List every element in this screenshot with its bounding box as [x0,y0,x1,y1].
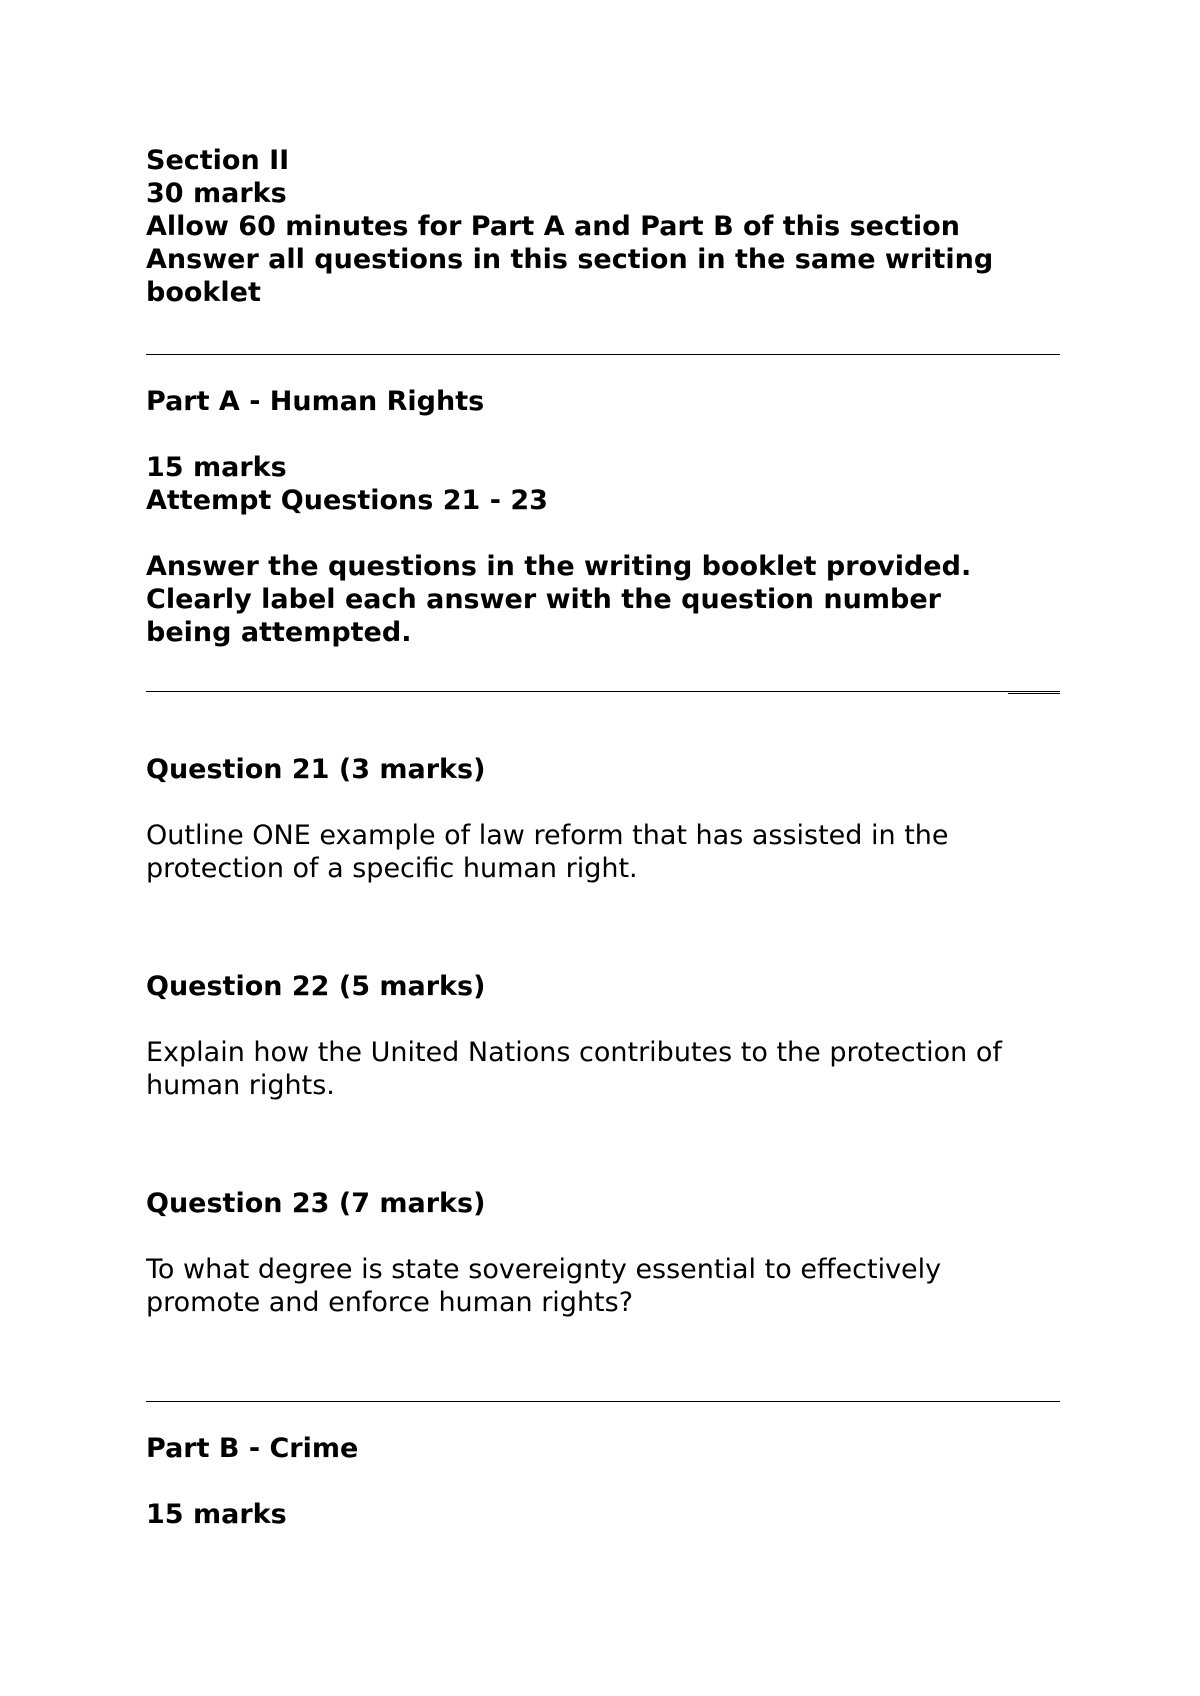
part-a-marks: 15 marks [146,452,287,483]
section-instruction-line-1: Answer all questions in this section in the same writing [146,244,994,275]
question-text-line: promote and enforce human rights? [146,1287,634,1318]
question-text-line: Explain how the United Nations contributes to the protection of [146,1037,1002,1068]
part-a-instruction-2: Clearly label each answer with the question number [146,584,941,615]
question-23 [146,1187,1060,1319]
part-a-attempt: Attempt Questions 21 - 23 [146,485,548,516]
section-instruction-line-2: booklet [146,277,261,308]
section-title: Section II [146,145,290,176]
divider-line [146,691,1060,692]
question-heading: Question 21 (3 marks) [146,754,486,785]
divider-tail [1008,693,1060,694]
question-text-line: Outline ONE example of law reform that has assisted in the [146,820,949,851]
part-a-instruction-3: being attempted. [146,617,412,648]
section-header [146,144,1060,309]
question-heading: Question 23 (7 marks) [146,1188,486,1219]
part-b-title: Part B - Crime [146,1433,359,1464]
section-marks: 30 marks [146,178,287,209]
part-b-marks: 15 marks [146,1499,287,1530]
divider [146,691,1060,692]
part-a-title: Part A - Human Rights [146,386,485,417]
question-22 [146,970,1060,1102]
exam-content [146,144,1060,1531]
part-a-instruction-1: Answer the questions in the writing booklet provided. [146,551,972,582]
question-heading: Question 22 (5 marks) [146,971,486,1002]
question-21 [146,753,1060,885]
question-text-line: human rights. [146,1070,335,1101]
section-time-allowance: Allow 60 minutes for Part A and Part B of this section [146,211,960,242]
question-text-line: protection of a specific human right. [146,853,638,884]
part-a-header [146,385,1060,649]
part-b-header [146,1432,1060,1531]
question-text-line: To what degree is state sovereignty essential to effectively [146,1254,942,1285]
